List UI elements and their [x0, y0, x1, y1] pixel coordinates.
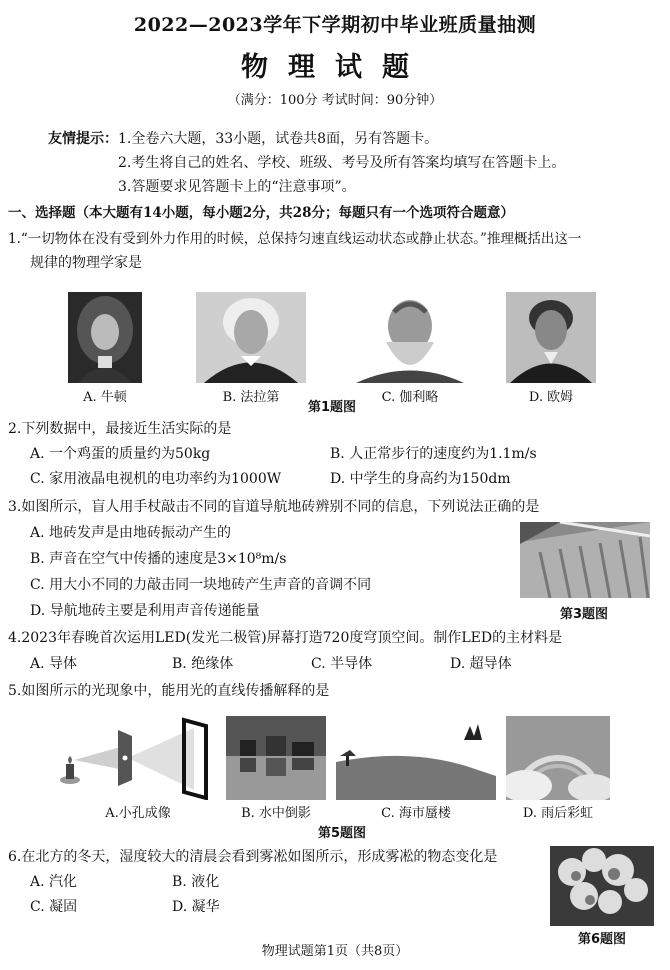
- portrait-faraday: [196, 292, 306, 383]
- section-heading: 一、选择题（本大题有14小题，每小题2分，共28分；每题只有一个选项符合题意）: [8, 205, 514, 221]
- q6-option-a: A. 汽化: [30, 874, 78, 890]
- figure-1-label: 第1题图: [308, 400, 357, 415]
- q5-option-c: C. 海市蜃楼: [381, 806, 451, 821]
- q4-option-b: B. 绝缘体: [172, 656, 234, 672]
- question-1-stem-cont: 规律的物理学家是: [30, 255, 142, 271]
- q6-option-c: C. 凝固: [30, 899, 78, 915]
- q2-option-a: A. 一个鸡蛋的质量约为50kg: [30, 446, 211, 462]
- exam-title: 2022—2023学年下学期初中毕业班质量抽测: [133, 14, 537, 36]
- q1-option-a: A. 牛顿: [83, 390, 127, 405]
- figure-3-label: 第3题图: [560, 607, 609, 622]
- question-3-stem: 3.如图所示，盲人用手杖敲击不同的盲道导航地砖辨别不同的信息，下列说法正确的是: [8, 499, 540, 515]
- subject-title: 物理试题: [241, 52, 429, 83]
- tactile-paving-photo: [520, 522, 650, 598]
- q2-option-b: B. 人正常步行的速度约为1.1m/s: [330, 446, 537, 462]
- question-5-stem: 5.如图所示的光现象中，能用光的直线传播解释的是: [8, 683, 330, 699]
- figure-6-label: 第6题图: [578, 932, 627, 947]
- question-4-stem: 4.2023年春晚首次运用LED(发光二极管)屏幕打造720度穹顶空间。制作LED的主材料是: [8, 630, 563, 646]
- question-6-stem: 6.在北方的冬天，湿度较大的清晨会看到雾凇如图所示，形成雾凇的物态变化是: [8, 849, 498, 865]
- q4-option-c: C. 半导体: [311, 656, 373, 672]
- mirage-photo: [336, 716, 496, 800]
- q3-option-b: B. 声音在空气中传播的速度是3×10⁸m/s: [30, 551, 287, 567]
- portrait-galileo: [356, 292, 464, 383]
- rime-frost-photo: [550, 846, 654, 926]
- tip-item: 1.全卷六大题，33小题，试卷共8面，另有答题卡。: [118, 131, 439, 147]
- q6-option-d: D. 凝华: [172, 899, 220, 915]
- tips-label: 友情提示：: [48, 131, 118, 147]
- q3-option-d: D. 导航地砖主要是利用声音传递能量: [30, 603, 260, 619]
- q4-option-d: D. 超导体: [450, 656, 512, 672]
- exam-info: （满分：100分 考试时间：90分钟）: [227, 93, 443, 108]
- q2-option-c: C. 家用液晶电视机的电功率约为1000W: [30, 471, 282, 487]
- q2-option-d: D. 中学生的身高约为150dm: [330, 471, 511, 487]
- q5-option-d: D. 雨后彩虹: [522, 806, 594, 821]
- portrait-ohm: [506, 292, 596, 383]
- q6-option-b: B. 液化: [172, 874, 220, 890]
- page-footer: 物理试题第1页（共8页）: [261, 944, 409, 959]
- tip-item: 2.考生将自己的姓名、学校、班级、考号及所有答案均填写在答题卡上。: [118, 155, 566, 171]
- portrait-newton: [68, 292, 142, 383]
- rainbow-photo: [506, 716, 610, 800]
- pinhole-camera-diagram: [56, 714, 216, 800]
- question-2-stem: 2.下列数据中，最接近生活实际的是: [8, 421, 232, 437]
- q1-option-c: C. 伽利略: [381, 390, 439, 405]
- q5-option-b: B. 水中倒影: [241, 806, 311, 821]
- water-reflection-photo: [226, 716, 326, 800]
- q3-option-a: A. 地砖发声是由地砖振动产生的: [30, 525, 232, 541]
- figure-5-label: 第5题图: [318, 826, 367, 841]
- q4-option-a: A. 导体: [30, 656, 78, 672]
- tip-item: 3.答题要求见答题卡上的“注意事项”。: [118, 179, 356, 195]
- q1-option-b: B. 法拉第: [222, 390, 280, 405]
- q5-option-a: A.小孔成像: [105, 806, 171, 821]
- q1-option-d: D. 欧姆: [528, 390, 574, 405]
- question-1-stem: 1.“一切物体在没有受到外力作用的时候，总保持匀速直线运动状态或静止状态。”推理概括出这一: [8, 231, 582, 247]
- q3-option-c: C. 用大小不同的力敲击同一块地砖产生声音的音调不同: [30, 577, 372, 593]
